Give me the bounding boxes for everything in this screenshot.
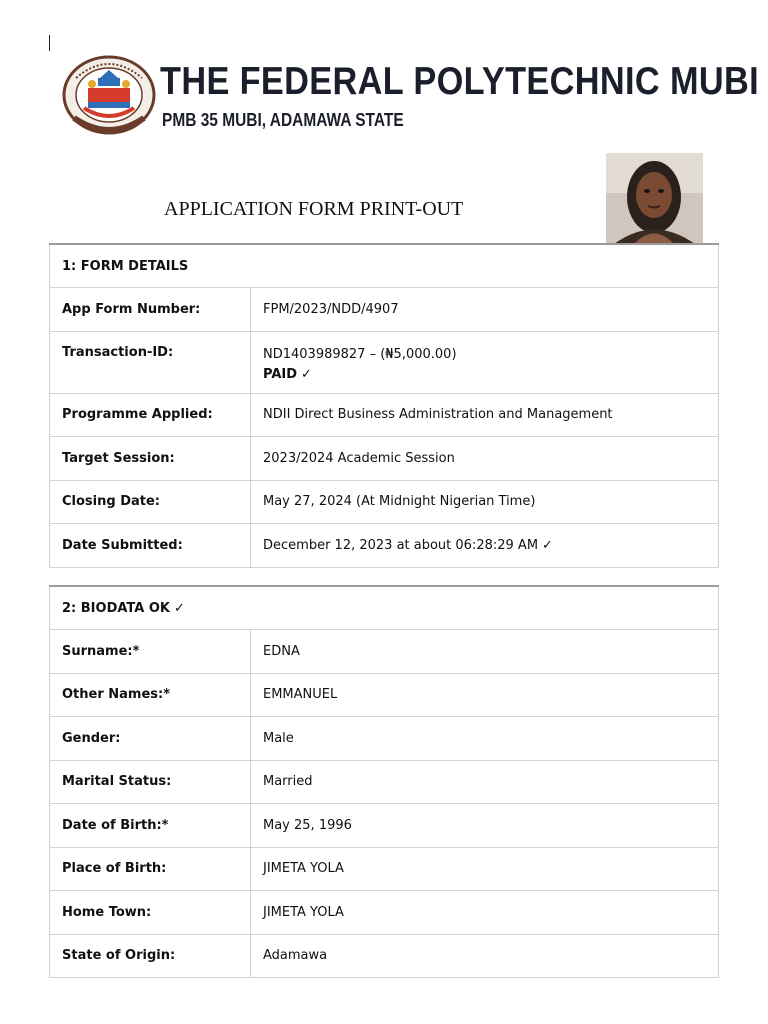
place-of-birth-value: JIMETA YOLA bbox=[263, 861, 344, 877]
state-of-origin-value: Adamawa bbox=[263, 948, 328, 964]
text-cursor bbox=[49, 35, 50, 51]
home-town-value: JIMETA YOLA bbox=[263, 904, 344, 920]
table-row bbox=[49, 804, 719, 848]
app-form-number: FPM/2023/NDD/4907 bbox=[263, 301, 399, 317]
form-details-table bbox=[49, 243, 719, 568]
table-row bbox=[49, 891, 719, 935]
applicant-photo bbox=[606, 153, 703, 244]
table-row bbox=[49, 524, 719, 568]
row-label: Home Town: bbox=[50, 891, 251, 934]
table-row bbox=[49, 437, 719, 481]
target-session: 2023/2024 Academic Session bbox=[263, 450, 455, 466]
row-label: Transaction-ID: bbox=[50, 332, 251, 393]
other-names-value: EMMANUEL bbox=[263, 687, 338, 703]
date-submitted: December 12, 2023 at about 06:28:29 AM bbox=[263, 537, 539, 553]
biodata-heading: 2: BIODATA OK ✓ bbox=[49, 587, 719, 630]
row-label: Date Submitted: bbox=[50, 524, 251, 567]
table-row bbox=[49, 288, 719, 332]
row-label: Closing Date: bbox=[50, 481, 251, 524]
institution-name: THE FEDERAL POLYTECHNIC MUBI bbox=[160, 60, 760, 103]
gender-value: Male bbox=[263, 730, 294, 746]
row-label: App Form Number: bbox=[50, 288, 251, 331]
closing-date: May 27, 2024 (At Midnight Nigerian Time) bbox=[263, 494, 536, 510]
polytechnic-logo-icon bbox=[62, 54, 156, 136]
form-details-heading: 1: FORM DETAILS bbox=[49, 245, 719, 288]
form-title: APPLICATION FORM PRINT-OUT bbox=[164, 198, 464, 220]
table-row bbox=[49, 481, 719, 525]
date-of-birth-value: May 25, 1996 bbox=[263, 817, 352, 833]
row-label: Place of Birth: bbox=[50, 848, 251, 891]
marital-status-value: Married bbox=[263, 774, 313, 790]
check-icon: ✓ bbox=[542, 537, 553, 553]
table-row bbox=[49, 761, 719, 805]
row-label: Surname:* bbox=[50, 630, 251, 673]
surname-value: EDNA bbox=[263, 643, 300, 659]
table-row bbox=[49, 630, 719, 674]
table-row bbox=[49, 332, 719, 394]
row-label: Date of Birth:* bbox=[50, 804, 251, 847]
table-row bbox=[49, 717, 719, 761]
payment-status: PAID bbox=[263, 366, 298, 382]
programme-applied: NDII Direct Business Administration and Management bbox=[263, 407, 613, 423]
check-icon: ✓ bbox=[173, 600, 185, 616]
institution-address: PMB 35 MUBI, ADAMAWA STATE bbox=[162, 110, 404, 130]
check-icon: ✓ bbox=[301, 366, 312, 382]
row-label: Programme Applied: bbox=[50, 394, 251, 437]
row-label: Gender: bbox=[50, 717, 251, 760]
table-row bbox=[49, 394, 719, 438]
row-label: Other Names:* bbox=[50, 674, 251, 717]
table-row bbox=[49, 935, 719, 979]
biodata-table bbox=[49, 585, 719, 978]
row-label: Target Session: bbox=[50, 437, 251, 480]
transaction-id: ND1403989827 – (₦5,000.00) bbox=[263, 346, 457, 362]
row-label: Marital Status: bbox=[50, 761, 251, 804]
table-row bbox=[49, 674, 719, 718]
row-label: State of Origin: bbox=[50, 935, 251, 978]
table-row bbox=[49, 848, 719, 892]
